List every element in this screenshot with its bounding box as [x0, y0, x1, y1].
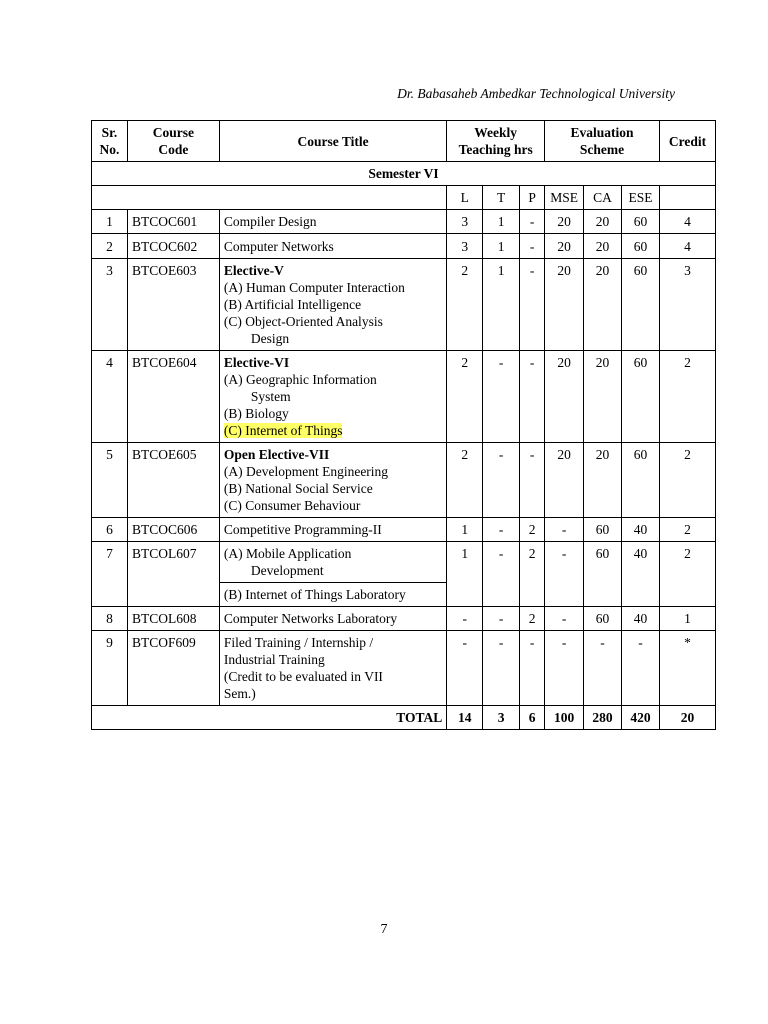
- table-row: 8 BTCOL608 Computer Networks Laboratory - - 2 - 60 40 1: [92, 607, 716, 631]
- subheader-T: T: [483, 186, 520, 210]
- highlighted-text: (C) Internet of Things: [223, 423, 343, 438]
- col-header-title: Course Title: [219, 121, 446, 162]
- subheader-L: L: [447, 186, 483, 210]
- course-table: [91, 120, 716, 730]
- course-title-cell: Open Elective-VII (A) Development Engineering (B) National Social Service (C) Consumer Behaviour: [219, 443, 446, 518]
- table-row: 3 BTCOE603 Elective-V (A) Human Computer Interaction (B) Artificial Intelligence (C) Object-Oriented Analysis Design 2 1 - 20 20 60 3: [92, 259, 716, 351]
- course-title-cell: (A) Mobile Application Development: [219, 542, 446, 583]
- total-label: TOTAL: [92, 706, 447, 730]
- col-header-weekly: Weekly Teaching hrs: [447, 121, 545, 162]
- subheader-ESE: ESE: [622, 186, 660, 210]
- table-row: 7 BTCOL607 (A) Mobile Application Development 1 - 2 - 60 40 2: [92, 542, 716, 583]
- table-row: 6 BTCOC606 Competitive Programming-II 1 - 2 - 60 40 2: [92, 518, 716, 542]
- table-row: 2 BTCOC602 Computer Networks 3 1 - 20 20 60 4: [92, 234, 716, 259]
- total-row: TOTAL 14 3 6 100 280 420 20: [92, 706, 716, 730]
- subheader-row: [92, 186, 716, 210]
- table-row: 4 BTCOE604 Elective-VI (A) Geographic Information System (B) Biology (C) Internet of Things 2 - - 20 20 60 2: [92, 351, 716, 443]
- subheader-MSE: MSE: [545, 186, 584, 210]
- subheader-P: P: [520, 186, 545, 210]
- col-header-evaluation: Evaluation Scheme: [545, 121, 660, 162]
- table-row: 9 BTCOF609 Filed Training / Internship / Industrial Training (Credit to be evaluated in VII Sem.) - - - - - - *: [92, 631, 716, 706]
- subheader-CA: CA: [584, 186, 622, 210]
- page-number: 7: [380, 922, 388, 937]
- semester-label: Semester VI: [92, 162, 716, 186]
- header-row: [92, 121, 716, 162]
- table-row: (B) Internet of Things Laboratory: [92, 583, 716, 607]
- table-row: 1 BTCOC601 Compiler Design 3 1 - 20 20 60 4: [92, 210, 716, 234]
- course-title-cell: Elective-VI (A) Geographic Information System (B) Biology (C) Internet of Things: [219, 351, 446, 443]
- table-row: 5 BTCOE605 Open Elective-VII (A) Development Engineering (B) National Social Service (C) Consumer Behaviour 2 - - 20 20 60 2: [92, 443, 716, 518]
- university-header: Dr. Babasaheb Ambedkar Technological University: [397, 86, 675, 101]
- col-header-code: Course Code: [127, 121, 219, 162]
- col-header-sr: Sr. No.: [92, 121, 128, 162]
- col-header-credit: Credit: [659, 121, 715, 162]
- course-title-cell: Filed Training / Internship / Industrial Training (Credit to be evaluated in VII Sem.): [219, 631, 446, 706]
- course-title-cell: Elective-V (A) Human Computer Interaction (B) Artificial Intelligence (C) Object-Oriented Analysis Design: [219, 259, 446, 351]
